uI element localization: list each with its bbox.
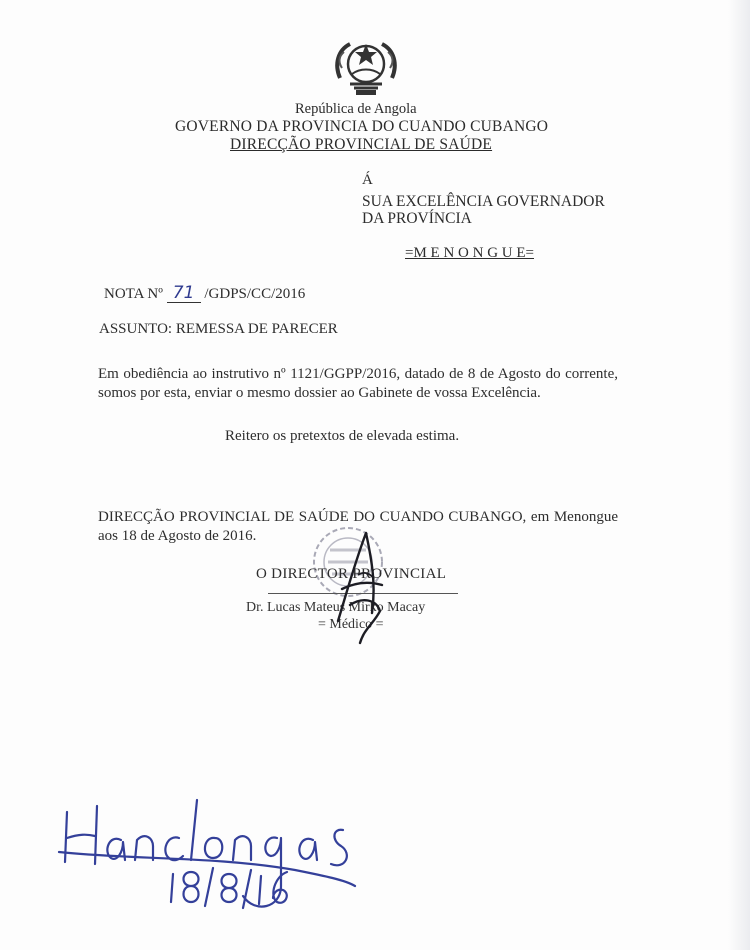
note-handwritten-number: 71 — [167, 285, 201, 303]
signatory-title: O DIRECTOR PROVINCIAL — [256, 566, 447, 582]
angola-coat-of-arms-emblem-icon — [330, 38, 402, 100]
note-suffix: /GDPS/CC/2016 — [204, 286, 306, 302]
note-reference — [104, 285, 305, 304]
closing-paragraph: DIRECÇÃO PROVINCIAL DE SAÚDE DO CUANDO CUBANGO, em Menongue aos 18 de Agosto de 2016. — [98, 509, 618, 544]
government-line: GOVERNO DA PROVINCIA DO CUANDO CUBANGO — [175, 118, 549, 135]
scan-edge-shadow — [728, 0, 750, 950]
handwritten-signature-icon — [320, 525, 400, 650]
addressee-city: =M E N O N G U E= — [405, 245, 534, 261]
subject-line: ASSUNTO: REMESSA DE PARECER — [99, 321, 338, 337]
addressee-line-3: DA PROVÍNCIA — [362, 210, 472, 227]
signatory-role: = Médico = — [318, 617, 384, 632]
regards-line: Reitero os pretextos de elevada estima. — [225, 428, 460, 444]
body-paragraph: Em obediência ao instrutivo nº 1121/GGPP/2016, datado de 8 de Agosto do corrente, somos por esta, enviar o mesmo dossier ao Gabinete de vossa Excelência. — [98, 366, 618, 401]
signatory-name: Dr. Lucas Mateus Mirko Macay — [246, 600, 426, 615]
directorate-line: DIRECÇÃO PROVINCIAL DE SAÚDE — [230, 136, 493, 153]
note-prefix: NOTA Nº — [104, 286, 163, 302]
addressee-prefix: Á — [362, 172, 373, 188]
republic-line: República de Angola — [295, 101, 417, 117]
handwritten-receipt-note-icon — [55, 790, 365, 930]
addressee-line-2: SUA EXCELÊNCIA GOVERNADOR — [362, 193, 605, 210]
